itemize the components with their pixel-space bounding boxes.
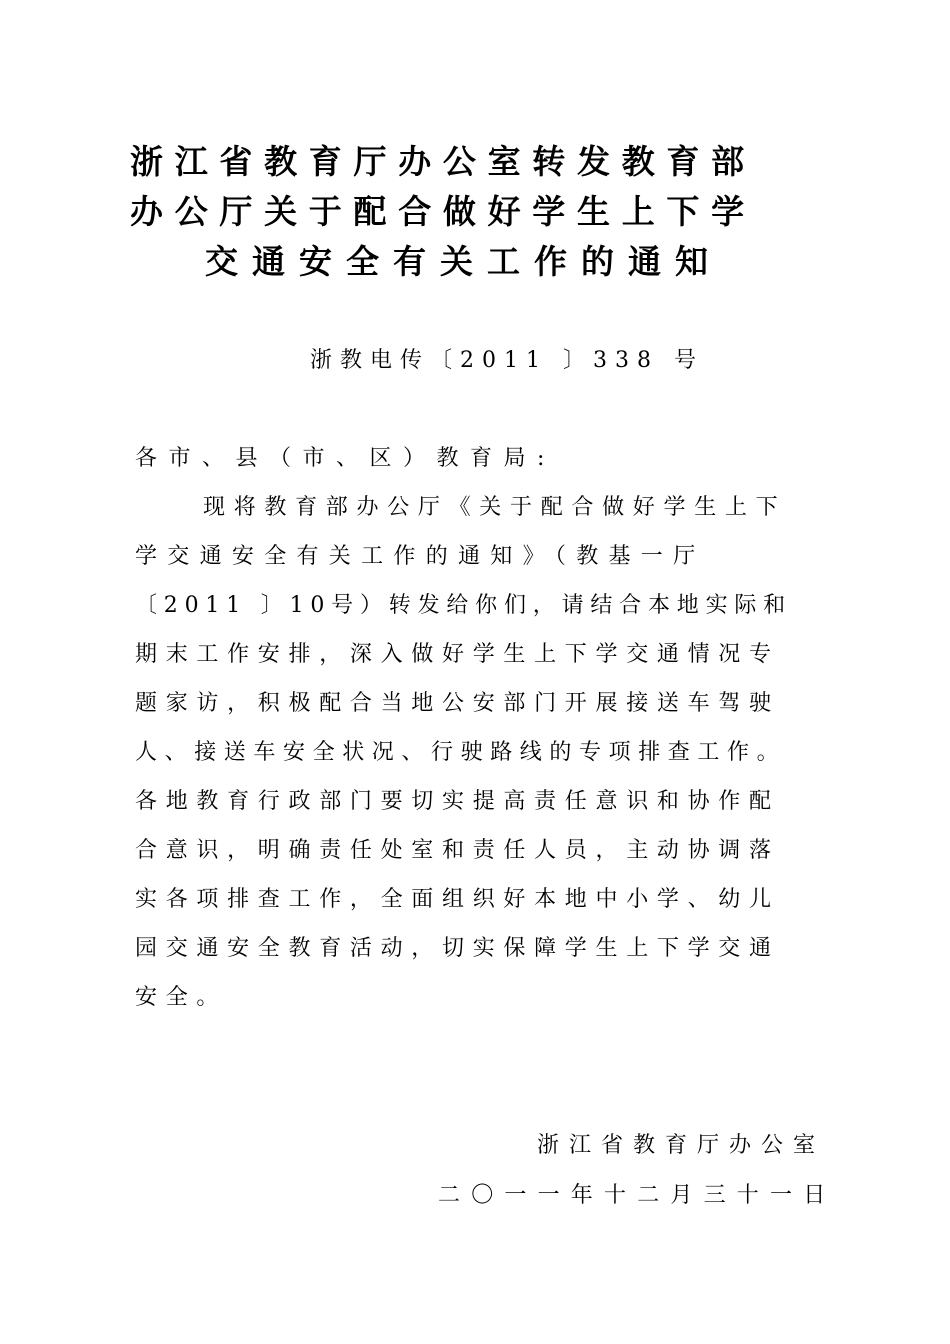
body-line: 人、接送车安全状况、行驶路线的专项排查工作。 [135, 740, 787, 765]
signature-organization: 浙江省教育厅办公室 [537, 1133, 826, 1158]
body-line: 安全。 [135, 985, 228, 1010]
body-line: 题家访，积极配合当地公安部门开展接送车驾驶 [135, 691, 780, 716]
body-line: 实各项排查工作，全面组织好本地中小学、幼儿 [135, 887, 780, 912]
body-line: 〔2011 〕10号）转发给你们，请结合本地实际和 [135, 593, 792, 618]
document-title-line-3: 交通安全有关工作的通知 [205, 242, 722, 281]
body-line: 期末工作安排，深入做好学生上下学交通情况专 [135, 642, 780, 667]
body-line: 现将教育部办公厅《关于配合做好学生上下 [203, 495, 787, 520]
body-line: 园交通安全教育活动，切实保障学生上下学交通 [135, 936, 780, 961]
greeting: 各市、县（市、区）教育局: [135, 446, 556, 471]
body-line: 学交通安全有关工作的通知》（教基一厅 [135, 544, 706, 569]
signature-date: 二〇一一年十二月三十一日 [438, 1183, 837, 1208]
document-title-line-1: 浙江省教育厅办公室转发教育部 [130, 142, 756, 181]
document-title-line-2: 办公厅关于配合做好学生上下学 [130, 192, 756, 231]
body-line: 各地教育行政部门要切实提高责任意识和协作配 [135, 789, 780, 814]
document-number: 浙教电传〔2011 〕338 号 [310, 348, 704, 373]
body-line: 合意识，明确责任处室和责任人员，主动协调落 [135, 838, 780, 863]
